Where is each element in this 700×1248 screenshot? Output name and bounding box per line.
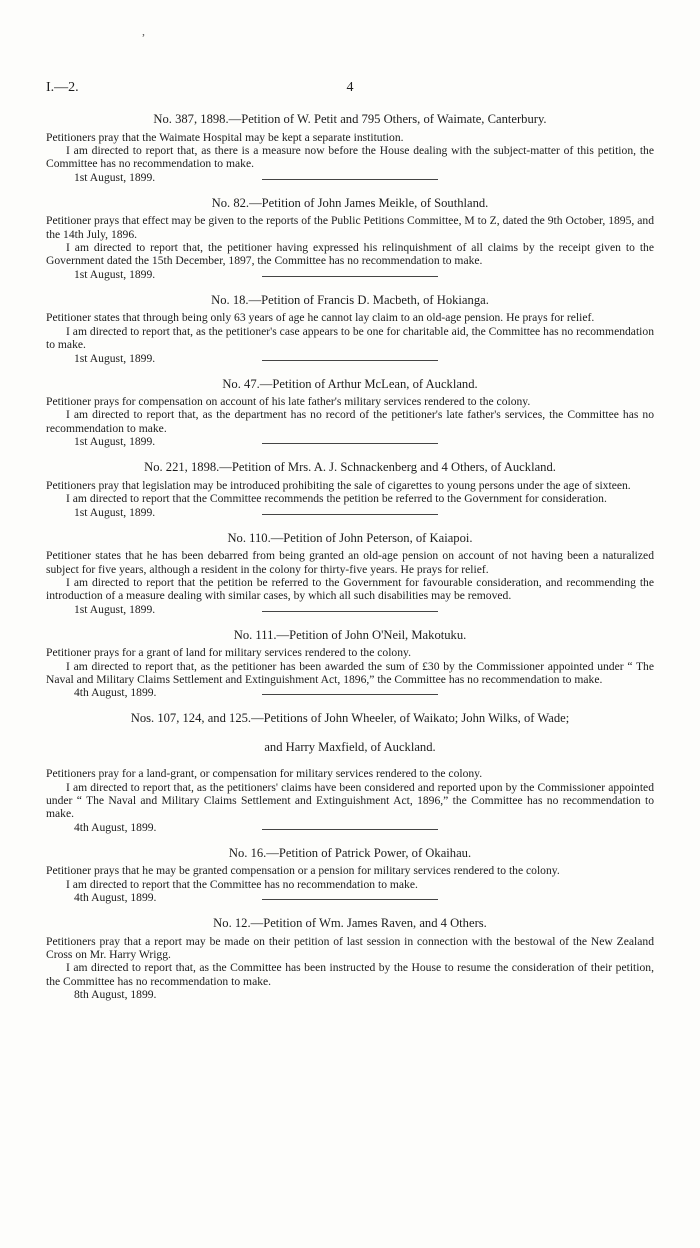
petition-heading: No. 82.—Petition of John James Meikle, of Southland. <box>211 195 489 210</box>
petition-prayer: Petitioner states that he has been debarred from being granted an old-age pension on account of not having been a naturalized subject for five years, although a resident in the colony for thirty-five years. He prays for relief. <box>46 549 654 576</box>
petition-heading: Nos. 107, 124, and 125.—Petitions of John Wheeler, of Waikato; John Wilks, of Wade; <box>130 711 570 726</box>
committee-report: I am directed to report that the Committee recommends the petition be referred to the Government for consideration. <box>66 492 607 506</box>
page-header <box>46 80 654 100</box>
petition-section <box>46 711 654 835</box>
petition-prayer: Petitioner prays for compensation on account of his late father's military services rendered to the colony. <box>46 395 531 409</box>
petition-heading: No. 16.—Petition of Patrick Power, of Okaihau. <box>228 845 472 860</box>
petition-heading: No. 18.—Petition of Francis D. Macbeth, of Hokianga. <box>211 292 489 307</box>
report-date-row <box>46 171 654 186</box>
section-divider <box>262 611 438 612</box>
committee-report: I am directed to report that, the petitioner having expressed his relinquishment of all claims by the receipt given to the Government dated the 15th December, 1897, the Committee has no recommendation to make. <box>46 241 654 268</box>
report-date: 1st August, 1899. <box>74 170 156 184</box>
section-divider <box>262 694 438 695</box>
stray-ink-mark: , <box>142 24 145 38</box>
committee-report: I am directed to report that, as the Committee has been instructed by the House to resume the consideration of their petition, the Committee has no recommendation to make. <box>46 961 654 988</box>
petition-heading-continued: and Harry Maxfield, of Auckland. <box>264 739 436 754</box>
petition-section <box>46 916 654 1003</box>
petition-prayer: Petitioner prays for a grant of land for military services rendered to the colony. <box>46 646 411 660</box>
report-date: 4th August, 1899. <box>74 891 157 905</box>
petition-section <box>46 293 654 367</box>
report-date-row <box>46 506 654 521</box>
committee-report: I am directed to report that, as the petitioner's case appears to be one for charitable aid, the Committee has no recommendation to make. <box>46 324 654 352</box>
report-date: 4th August, 1899. <box>74 686 157 700</box>
petition-section <box>46 196 654 283</box>
report-date: 1st August, 1899. <box>74 351 156 365</box>
petition-section <box>46 531 654 618</box>
petition-prayer: Petitioner prays that effect may be given to the reports of the Public Petitions Committee, M to Z, dated the 9th October, 1895, and the 14th July, 1896. <box>46 214 654 241</box>
section-divider <box>262 899 438 900</box>
petition-prayer: Petitioner prays that he may be granted compensation or a pension for military services rendered to the colony. <box>46 864 560 878</box>
petition-list <box>46 112 654 1013</box>
page-number: 4 <box>346 80 354 95</box>
page-reference: I.—2. <box>46 80 79 95</box>
report-date-row <box>46 821 654 836</box>
committee-report: I am directed to report that, as the petitioner has been awarded the sum of £30 by the Commissioner appointed under “ The Naval and Military Claims Settlement and Extinguishment Act, 1896,” the Committee has no recommendation to make. <box>46 659 654 687</box>
report-date: 1st August, 1899. <box>74 505 156 519</box>
petition-prayer: Petitioners pray that legislation may be introduced prohibiting the sale of cigarettes to young persons under the age of sixteen. <box>46 478 631 492</box>
petition-prayer: Petitioners pray for a land-grant, or compensation for military services rendered to the colony. <box>46 767 483 781</box>
petition-section <box>46 846 654 906</box>
petition-heading: No. 47.—Petition of Arthur McLean, of Auckland. <box>222 376 478 391</box>
petition-heading: No. 110.—Petition of John Peterson, of Kaiapoi. <box>227 530 473 545</box>
petition-prayer: Petitioners pray that the Waimate Hospital may be kept a separate institution. <box>46 130 404 144</box>
committee-report: I am directed to report that the petition be referred to the Government for favourable consideration, and recommending the introduction of a measure dealing with similar cases, by which all such disabilities may be removed. <box>46 575 654 603</box>
report-date: 1st August, 1899. <box>74 435 156 449</box>
section-divider <box>262 829 438 830</box>
report-date-row <box>46 988 654 1003</box>
section-divider <box>262 443 438 444</box>
section-divider <box>262 514 438 515</box>
committee-report: I am directed to report that the Committee has no recommendation to make. <box>66 877 418 891</box>
committee-report: I am directed to report that, as there is a measure now before the House dealing with the subject-matter of this petition, the Committee has no recommendation to make. <box>46 143 654 171</box>
petition-prayer: Petitioners pray that a report may be made on their petition of last session in connection with the bestowal of the New Zealand Cross on Mr. Harry Wrigg. <box>46 934 654 961</box>
petition-section <box>46 377 654 451</box>
report-date-row <box>46 435 654 450</box>
petition-heading: No. 221, 1898.—Petition of Mrs. A. J. Schnackenberg and 4 Others, of Auckland. <box>144 460 556 475</box>
petition-section <box>46 112 654 186</box>
report-date: 8th August, 1899. <box>74 988 157 1002</box>
petition-section <box>46 460 654 520</box>
report-date: 1st August, 1899. <box>74 267 156 281</box>
report-date: 1st August, 1899. <box>74 602 156 616</box>
report-date-row <box>46 268 654 283</box>
report-date: 4th August, 1899. <box>74 820 157 834</box>
petition-prayer: Petitioner states that through being only 63 years of age he cannot lay claim to an old-age pension. He prays for relief. <box>46 311 595 325</box>
report-date-row <box>46 686 654 701</box>
section-divider <box>262 276 438 277</box>
report-date-row <box>46 603 654 618</box>
section-divider <box>262 179 438 180</box>
petition-heading: No. 12.—Petition of Wm. James Raven, and 4 Others. <box>213 916 487 931</box>
section-divider <box>262 360 438 361</box>
petition-heading: No. 387, 1898.—Petition of W. Petit and 795 Others, of Waimate, Canterbury. <box>153 112 547 126</box>
report-date-row <box>46 352 654 367</box>
report-date-row <box>46 891 654 906</box>
committee-report: I am directed to report that, as the department has no record of the petitioner's late father's services, the Committee has no recommendation to make. <box>46 408 654 435</box>
committee-report: I am directed to report that, as the petitioners' claims have been considered and reported upon by the Commissioner appointed under “ The Naval and Military Claims Settlement and Extinguishment Act, 1896,” the Committee has no recommendation to make. <box>46 780 654 821</box>
petition-section <box>46 628 654 702</box>
petition-heading: No. 111.—Petition of John O'Neil, Makotuku. <box>233 627 467 642</box>
